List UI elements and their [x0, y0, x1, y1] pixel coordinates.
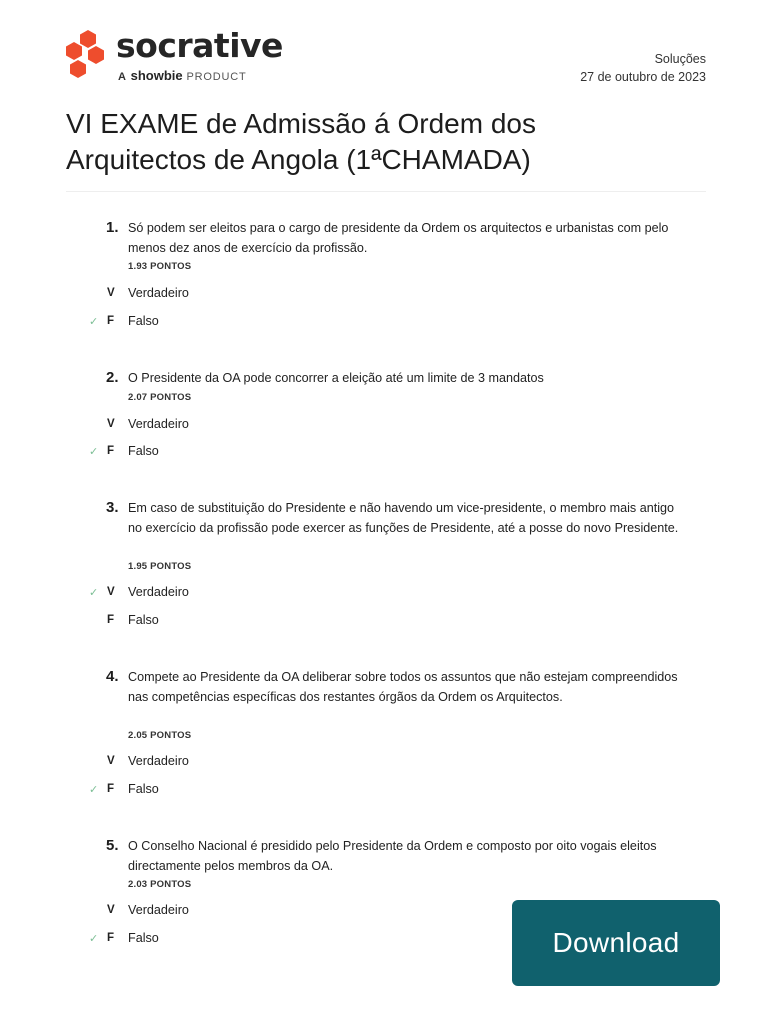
answer-option-v: [0, 754, 768, 772]
option-key: V: [107, 418, 115, 430]
question-points: 1.95 PONTOS: [128, 561, 192, 572]
question-points: 2.05 PONTOS: [128, 730, 192, 741]
question-points: 2.03 PONTOS: [128, 879, 192, 890]
meta-date: 27 de outubro de 2023: [580, 70, 706, 84]
answer-option-f: [0, 782, 768, 800]
checkmark-icon: ✓: [89, 446, 99, 458]
checkmark-icon: ✓: [89, 587, 99, 599]
answer-option-f: [0, 444, 768, 462]
checkmark-icon: ✓: [89, 784, 99, 796]
question-points: 1.93 PONTOS: [128, 261, 192, 272]
logo-sub-prefix: A: [118, 71, 127, 83]
question-points: 2.07 PONTOS: [128, 392, 192, 403]
option-label: Falso: [128, 314, 159, 328]
option-label: Verdadeiro: [128, 286, 189, 300]
answer-option-v: [0, 585, 768, 603]
option-label: Verdadeiro: [128, 754, 189, 768]
answer-option-f: [0, 613, 768, 631]
option-key: F: [107, 445, 115, 457]
option-key: F: [107, 783, 115, 795]
logo-sub-brand: showbie: [130, 68, 183, 83]
logo-hexagons-icon: [66, 30, 106, 80]
option-key: V: [107, 287, 115, 299]
checkmark-icon: ✓: [89, 316, 99, 328]
option-key: V: [107, 904, 115, 916]
page-title: VI EXAME de Admissão á Ordem dos Arquitectos de Angola (1ªCHAMADA): [66, 108, 536, 175]
answer-option-v: [0, 286, 768, 304]
question-text: O Conselho Nacional é presidido pelo Presidente da Ordem e composto por oito vogais eleitos directamente pelos membros da OA.: [128, 839, 657, 873]
option-label: Falso: [128, 613, 159, 627]
option-key: V: [107, 586, 115, 598]
question-number: 1.: [106, 219, 119, 236]
download-button[interactable]: Download: [512, 900, 720, 986]
socrative-logo[interactable]: [66, 28, 306, 88]
header: [66, 28, 706, 88]
question-text: Em caso de substituição do Presidente e não havendo um vice-presidente, o membro mais antigo no exercício da profissão pode exercer as funções de Presidente, até a posse do novo Presidente.: [128, 501, 679, 535]
question-number: 2.: [106, 369, 119, 386]
question-text: Só podem ser eleitos para o cargo de presidente da Ordem os arquitectos e urbanistas com pelo menos dez anos de exercício da profissão.: [128, 221, 669, 255]
title-divider: [66, 191, 706, 192]
answer-option-f: [0, 314, 768, 332]
option-label: Falso: [128, 444, 159, 458]
option-label: Verdadeiro: [128, 903, 189, 917]
option-label: Verdadeiro: [128, 417, 189, 431]
answer-option-v: [0, 417, 768, 435]
option-label: Verdadeiro: [128, 585, 189, 599]
logo-sub-suffix: PRODUCT: [186, 71, 247, 83]
logo-subtitle: [118, 68, 246, 83]
logo-wordmark: socrative: [116, 26, 283, 65]
question-number: 4.: [106, 668, 119, 685]
option-label: Falso: [128, 782, 159, 796]
checkmark-icon: ✓: [89, 933, 99, 945]
question-text: Compete ao Presidente da OA deliberar sobre todos os assuntos que não estejam compreendidos nas competências específicas dos restantes órgãos da Ordem os Arquitectos.: [128, 670, 678, 704]
option-label: Falso: [128, 931, 159, 945]
option-key: F: [107, 614, 115, 626]
meta-label: Soluções: [654, 52, 706, 66]
option-key: V: [107, 755, 115, 767]
option-key: F: [107, 932, 115, 944]
question-number: 5.: [106, 837, 119, 854]
option-key: F: [107, 315, 115, 327]
question-text: O Presidente da OA pode concorrer a eleição até um limite de 3 mandatos: [128, 371, 544, 385]
document-meta: [580, 50, 706, 86]
question-number: 3.: [106, 499, 119, 516]
